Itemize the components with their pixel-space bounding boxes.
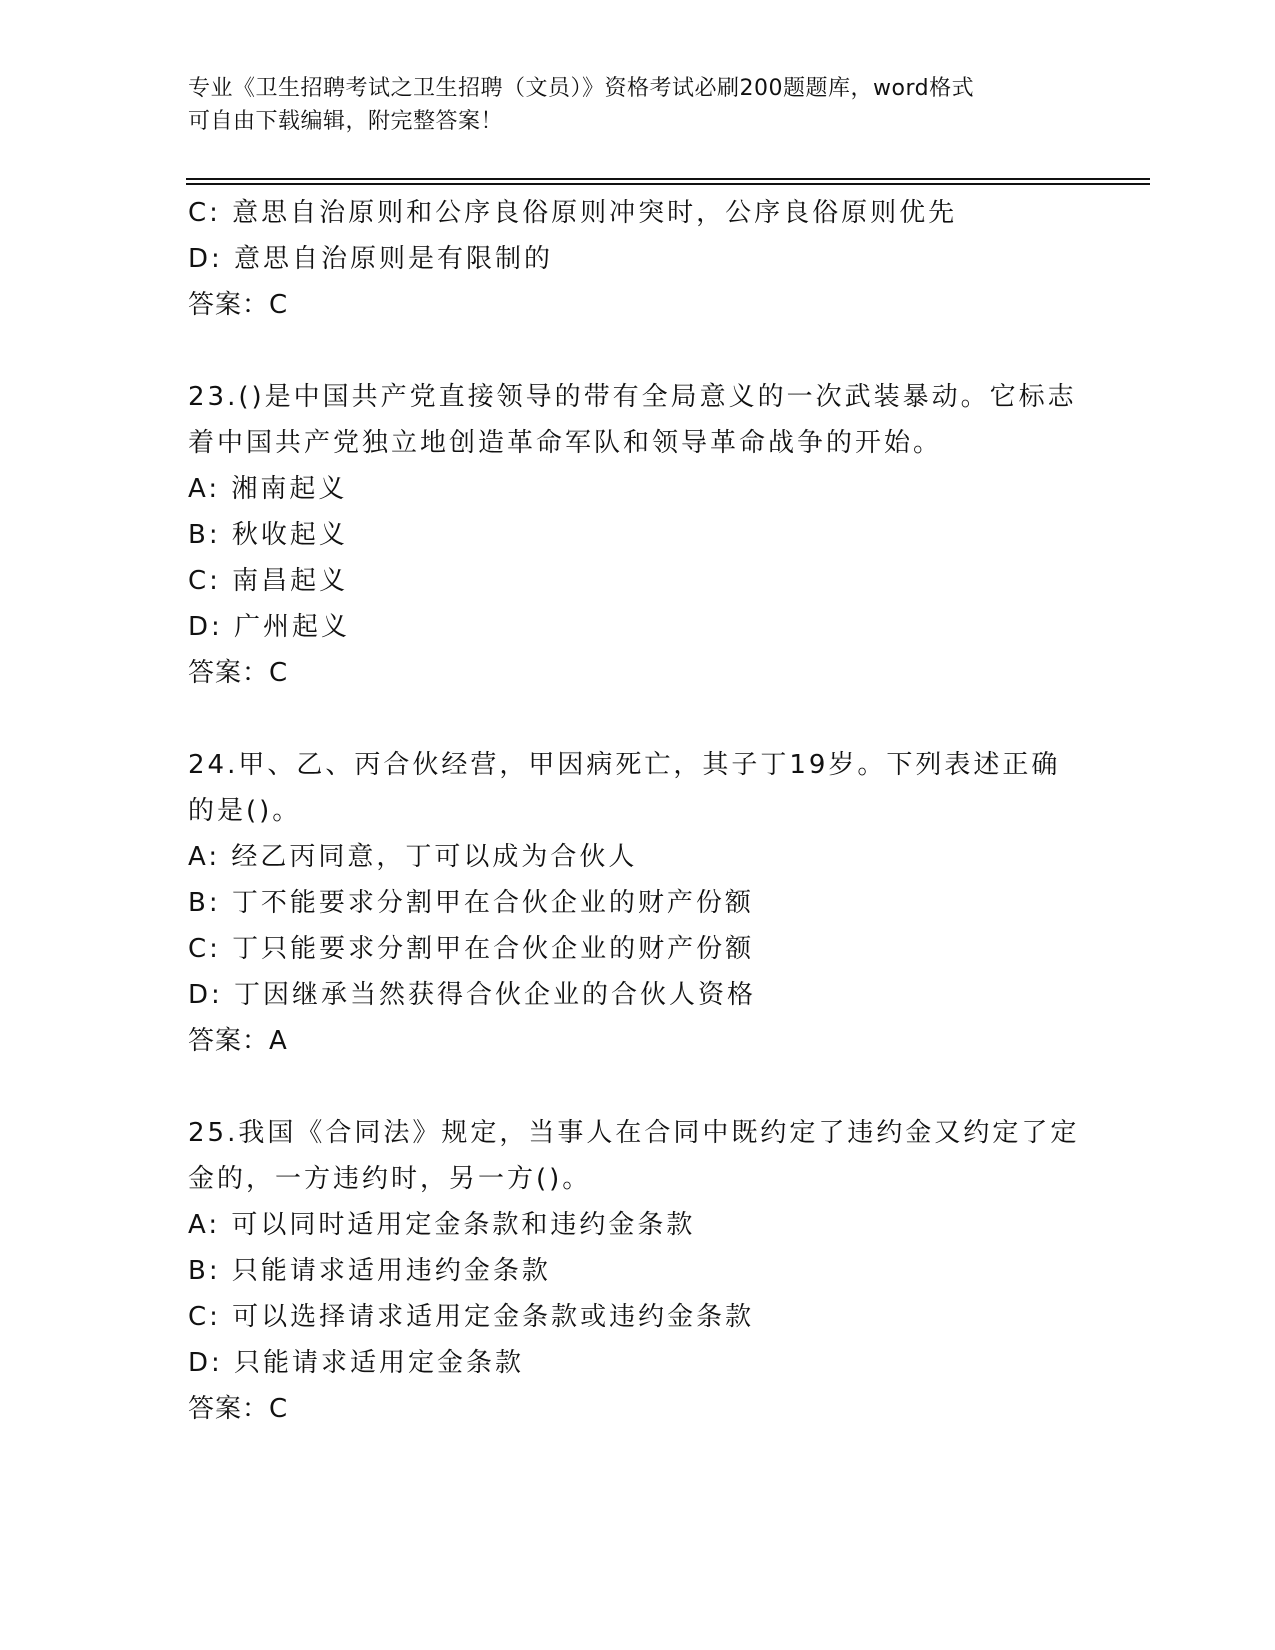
option-c: C: 南昌起义: [188, 566, 349, 596]
question-24: [188, 742, 1088, 1064]
question-stem-line: 23.()是中国共产党直接领导的带有全局意义的一次武装暴动。它标志: [188, 382, 1077, 412]
option-d: D: 意思自治原则是有限制的: [188, 244, 554, 274]
option-a: A: 湘南起义: [188, 474, 348, 504]
answer-line: 答案：C: [188, 658, 289, 688]
question-25: [188, 1110, 1088, 1432]
question-23: [188, 374, 1088, 696]
document-header: [188, 72, 1088, 138]
option-b: B: 丁不能要求分割甲在合伙企业的财产份额: [188, 888, 754, 918]
document-body: [188, 190, 1088, 1432]
option-d: D: 丁因继承当然获得合伙企业的合伙人资格: [188, 980, 757, 1010]
option-b: B: 只能请求适用违约金条款: [188, 1256, 551, 1286]
header-rule-bottom: [186, 183, 1150, 185]
option-c: C: 可以选择请求适用定金条款或违约金条款: [188, 1302, 755, 1332]
option-b: B: 秋收起义: [188, 520, 348, 550]
option-c: C: 丁只能要求分割甲在合伙企业的财产份额: [188, 934, 755, 964]
answer-line: 答案：C: [188, 290, 289, 320]
question-22-continued: [188, 190, 1088, 328]
header-line-1: 专业《卫生招聘考试之卫生招聘（文员）》资格考试必刷200题题库，word格式: [188, 76, 975, 101]
question-stem-line: 25.我国《合同法》规定，当事人在合同中既约定了违约金又约定了定: [188, 1118, 1080, 1148]
question-stem-line: 金的，一方违约时，另一方()。: [188, 1164, 592, 1194]
answer-line: 答案：A: [188, 1026, 288, 1056]
answer-line: 答案：C: [188, 1394, 289, 1424]
option-a: A: 经乙丙同意，丁可以成为合伙人: [188, 842, 638, 872]
spacer: [188, 696, 1088, 742]
header-rule-top: [186, 178, 1150, 180]
question-stem-line: 的是()。: [188, 796, 302, 826]
question-stem-line: 24.甲、乙、丙合伙经营，甲因病死亡，其子丁19岁。下列表述正确: [188, 750, 1061, 780]
option-a: A: 可以同时适用定金条款和违约金条款: [188, 1210, 696, 1240]
option-d: D: 只能请求适用定金条款: [188, 1348, 525, 1378]
option-d: D: 广州起义: [188, 612, 351, 642]
spacer: [188, 328, 1088, 374]
header-line-2: 可自由下载编辑，附完整答案！: [188, 109, 504, 134]
option-c: C: 意思自治原则和公序良俗原则冲突时，公序良俗原则优先: [188, 198, 958, 228]
spacer: [188, 1064, 1088, 1110]
question-stem-line: 着中国共产党独立地创造革命军队和领导革命战争的开始。: [188, 428, 943, 458]
